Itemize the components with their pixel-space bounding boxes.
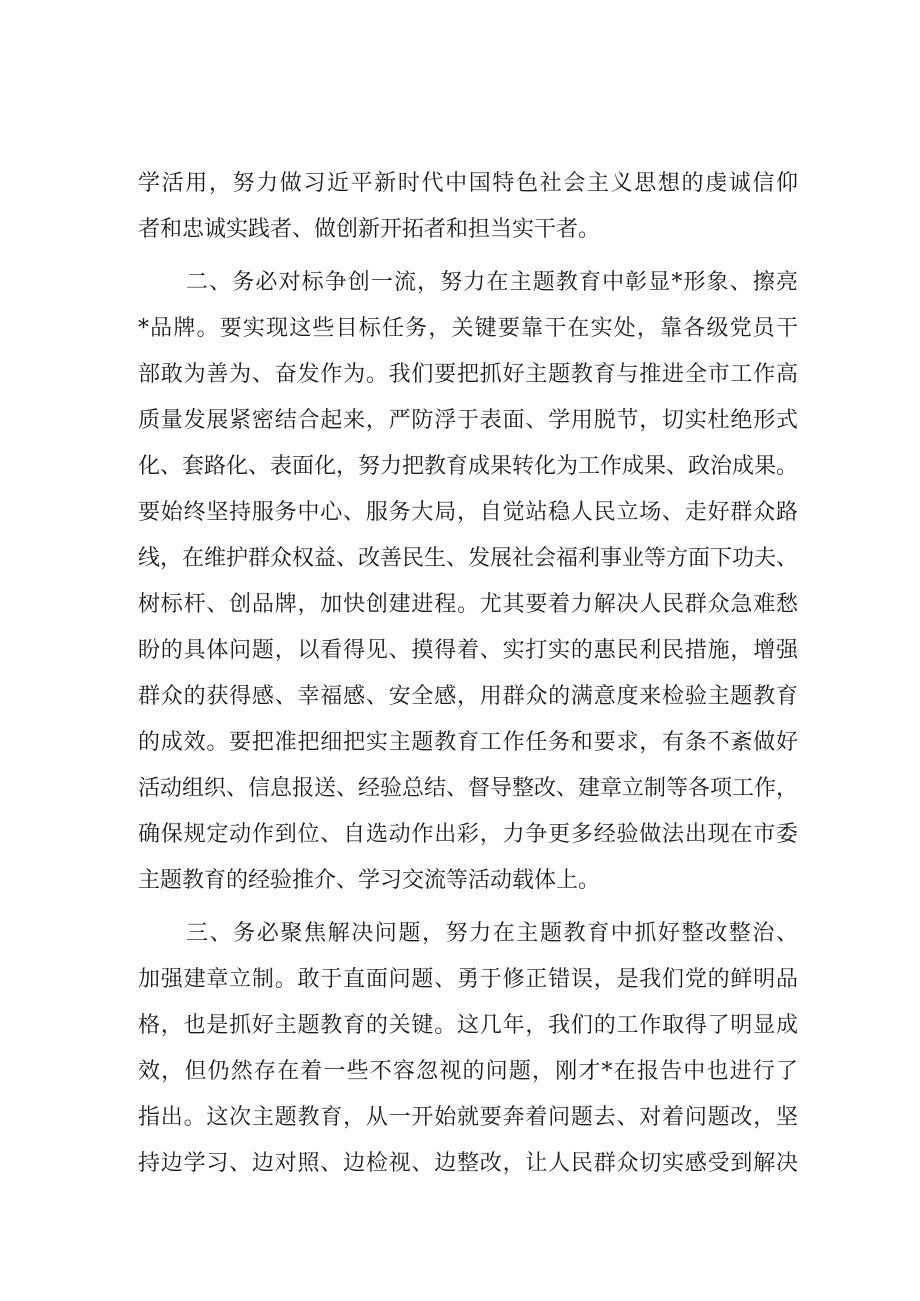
text-line: 群众的获得感、幸福感、安全感，用群众的满意度来检验主题教育 [138, 684, 798, 709]
text-line: 主题教育的经验推介、学习交流等活动载体上。 [138, 868, 601, 893]
text-line: 线，在维护群众权益、改善民生、发展社会福利事业等方面下功夫、 [138, 546, 798, 571]
text-line: 加强建章立制。敢于直面问题、勇于修正错误，是我们党的鲜明品 [138, 967, 798, 992]
text-line: 部敢为善为、奋发作为。我们要把抓好主题教育与推进全市工作高 [138, 362, 798, 387]
text-line: 持边学习、边对照、边检视、边整改，让人民群众切实感受到解决 [138, 1151, 798, 1176]
text-line: 的成效。要把准把细把实主题教育工作任务和要求，有条不紊做好 [138, 730, 798, 755]
paragraph-first-line: 二、务必对标争创一流，努力在主题教育中彰显*形象、擦亮 [186, 270, 798, 295]
text-line: 者和忠诚实践者、做创新开拓者和担当实干者。 [138, 217, 601, 242]
text-line: 盼的具体问题，以看得见、摸得着、实打实的惠民利民措施，增强 [138, 638, 798, 663]
text-line: 化、套路化、表面化，努力把教育成果转化为工作成果、政治成果。 [138, 454, 798, 479]
text-line: 质量发展紧密结合起来，严防浮于表面、学用脱节，切实杜绝形式 [138, 408, 798, 433]
text-line: 学活用，努力做习近平新时代中国特色社会主义思想的虔诚信仰 [138, 171, 798, 196]
text-line: 确保规定动作到位、自选动作出彩，力争更多经验做法出现在市委 [138, 822, 798, 847]
text-line: 树标杆、创品牌，加快创建进程。尤其要着力解决人民群众急难愁 [138, 592, 798, 617]
paragraph-first-line: 三、务必聚焦解决问题，努力在主题教育中抓好整改整治、 [186, 921, 798, 946]
text-line: 指出。这次主题教育，从一开始就要奔着问题去、对着问题改，坚 [138, 1105, 798, 1130]
text-line: *品牌。要实现这些目标任务，关键要靠干在实处，靠各级党员干 [138, 316, 798, 341]
text-line: 效，但仍然存在着一些不容忽视的问题，刚才*在报告中也进行了 [138, 1059, 798, 1084]
text-line: 格，也是抓好主题教育的关键。这几年，我们的工作取得了明显成 [138, 1013, 798, 1038]
text-line: 要始终坚持服务中心、服务大局，自觉站稳人民立场、走好群众路 [138, 500, 798, 525]
text-line: 活动组织、信息报送、经验总结、督导整改、建章立制等各项工作， [138, 776, 798, 801]
